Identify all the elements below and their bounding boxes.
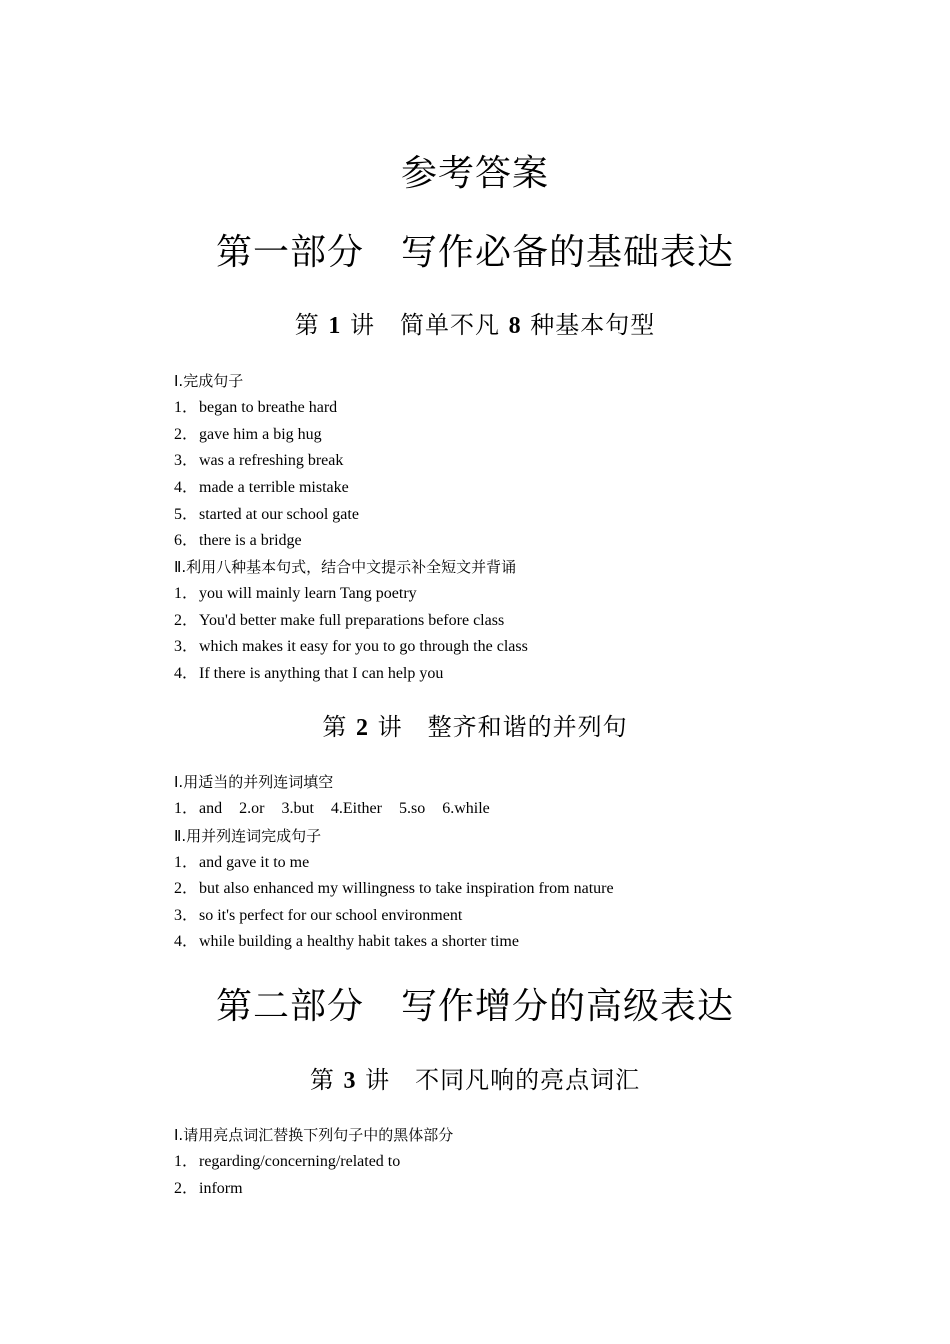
answer-text: there is a bridge — [199, 532, 302, 549]
lecture-3-title — [0, 1063, 950, 1098]
lecture-2-section-1-label: Ⅰ.用适当的并列连词填空 — [174, 773, 334, 791]
answer-line — [174, 1150, 400, 1174]
answer-text: made a terrible mistake — [199, 479, 349, 496]
conjunction-answer: 5.so — [398, 800, 426, 817]
lecture-3-number: 3 — [343, 1068, 357, 1094]
answer-line — [174, 930, 519, 954]
answer-text: and gave it to me — [199, 854, 310, 871]
answer-number: 1． — [174, 1153, 199, 1170]
answer-text: you will mainly learn Tang poetry — [199, 585, 417, 602]
conjunction-answer: 3.but — [281, 800, 314, 817]
answer-line — [174, 449, 343, 473]
conjunction-answer: 2.or — [239, 800, 265, 817]
answer-text: started at our school gate — [199, 506, 359, 523]
answer-line — [174, 396, 337, 420]
answer-line — [174, 503, 359, 527]
lecture-3-suffix: 讲 不同凡响的亮点词汇 — [365, 1066, 641, 1094]
answer-text: so it's perfect for our school environment — [199, 907, 463, 924]
answer-text: inform — [199, 1180, 243, 1197]
lecture-1-section-1-label: Ⅰ.完成句子 — [174, 372, 244, 390]
answer-number: 2． — [174, 612, 199, 629]
answer-number: 1． — [174, 399, 199, 416]
lecture-1-title — [0, 308, 950, 343]
answer-text: regarding/concerning/related to — [199, 1153, 401, 1170]
answer-number: 1． — [174, 585, 199, 602]
lecture-2-prefix: 第 — [322, 713, 348, 741]
part-2-title: 第二部分 写作增分的高级表达 — [215, 986, 734, 1027]
conjunction-answer: and — [199, 800, 223, 817]
answer-line — [174, 1177, 243, 1201]
answer-line — [174, 529, 302, 553]
lecture-3-prefix: 第 — [309, 1066, 335, 1094]
answer-line — [174, 423, 322, 447]
conjunction-answer: 4.Either — [330, 800, 382, 817]
lecture-1-count: 8 — [508, 313, 522, 339]
answer-text: began to breathe hard — [199, 399, 338, 416]
answer-number: 3． — [174, 907, 199, 924]
answer-number: 4． — [174, 479, 199, 496]
lecture-1-section-2-label: Ⅱ.利用八种基本句式，结合中文提示补全短文并背诵 — [174, 558, 517, 576]
lecture-1-tail: 种基本句型 — [530, 311, 656, 339]
answer-line — [174, 662, 443, 686]
answer-text: was a refreshing break — [199, 452, 344, 469]
lecture-1-number: 1 — [328, 313, 342, 339]
answer-line — [174, 851, 309, 875]
answer-line — [174, 476, 349, 500]
conjunction-answers-line — [174, 797, 490, 821]
answer-text: You'd better make full preparations before class — [199, 612, 505, 629]
conjunction-answer: 6.while — [442, 800, 490, 817]
lecture-2-number: 2 — [356, 715, 369, 741]
answer-line — [174, 635, 528, 659]
lecture-1-prefix: 第 — [294, 311, 320, 339]
answer-text: gave him a big hug — [199, 426, 322, 443]
answer-number: 2． — [174, 1180, 199, 1197]
answer-line — [174, 877, 614, 901]
answer-line — [174, 609, 504, 633]
page-title: 参考答案 — [400, 153, 549, 194]
answer-text: but also enhanced my willingness to take inspiration from nature — [199, 880, 614, 897]
part-1-title: 第一部分 写作必备的基础表达 — [215, 232, 734, 273]
answer-number: 1． — [174, 800, 199, 817]
answer-number: 3． — [174, 638, 199, 655]
answer-number: 6． — [174, 532, 199, 549]
answer-number: 4． — [174, 665, 199, 682]
answer-number: 1． — [174, 854, 199, 871]
answer-text: while building a healthy habit takes a shorter time — [199, 933, 519, 950]
lecture-2-title — [0, 710, 950, 745]
answer-number: 5． — [174, 506, 199, 523]
lecture-2-section-2-label: Ⅱ.用并列连词完成句子 — [174, 827, 322, 845]
answer-text: which makes it easy for you to go through the class — [199, 638, 528, 655]
lecture-3-section-1-label: Ⅰ.请用亮点词汇替换下列句子中的黑体部分 — [174, 1126, 454, 1144]
answer-text: If there is anything that I can help you — [199, 665, 444, 682]
lecture-1-suffix: 讲 简单不凡 — [350, 311, 500, 339]
answer-line — [174, 582, 417, 606]
answer-number: 2． — [174, 426, 199, 443]
answer-number: 2． — [174, 880, 199, 897]
lecture-2-suffix: 讲 整齐和谐的并列句 — [377, 713, 628, 741]
answer-line — [174, 904, 462, 928]
answer-number: 4． — [174, 933, 199, 950]
answer-number: 3． — [174, 452, 199, 469]
